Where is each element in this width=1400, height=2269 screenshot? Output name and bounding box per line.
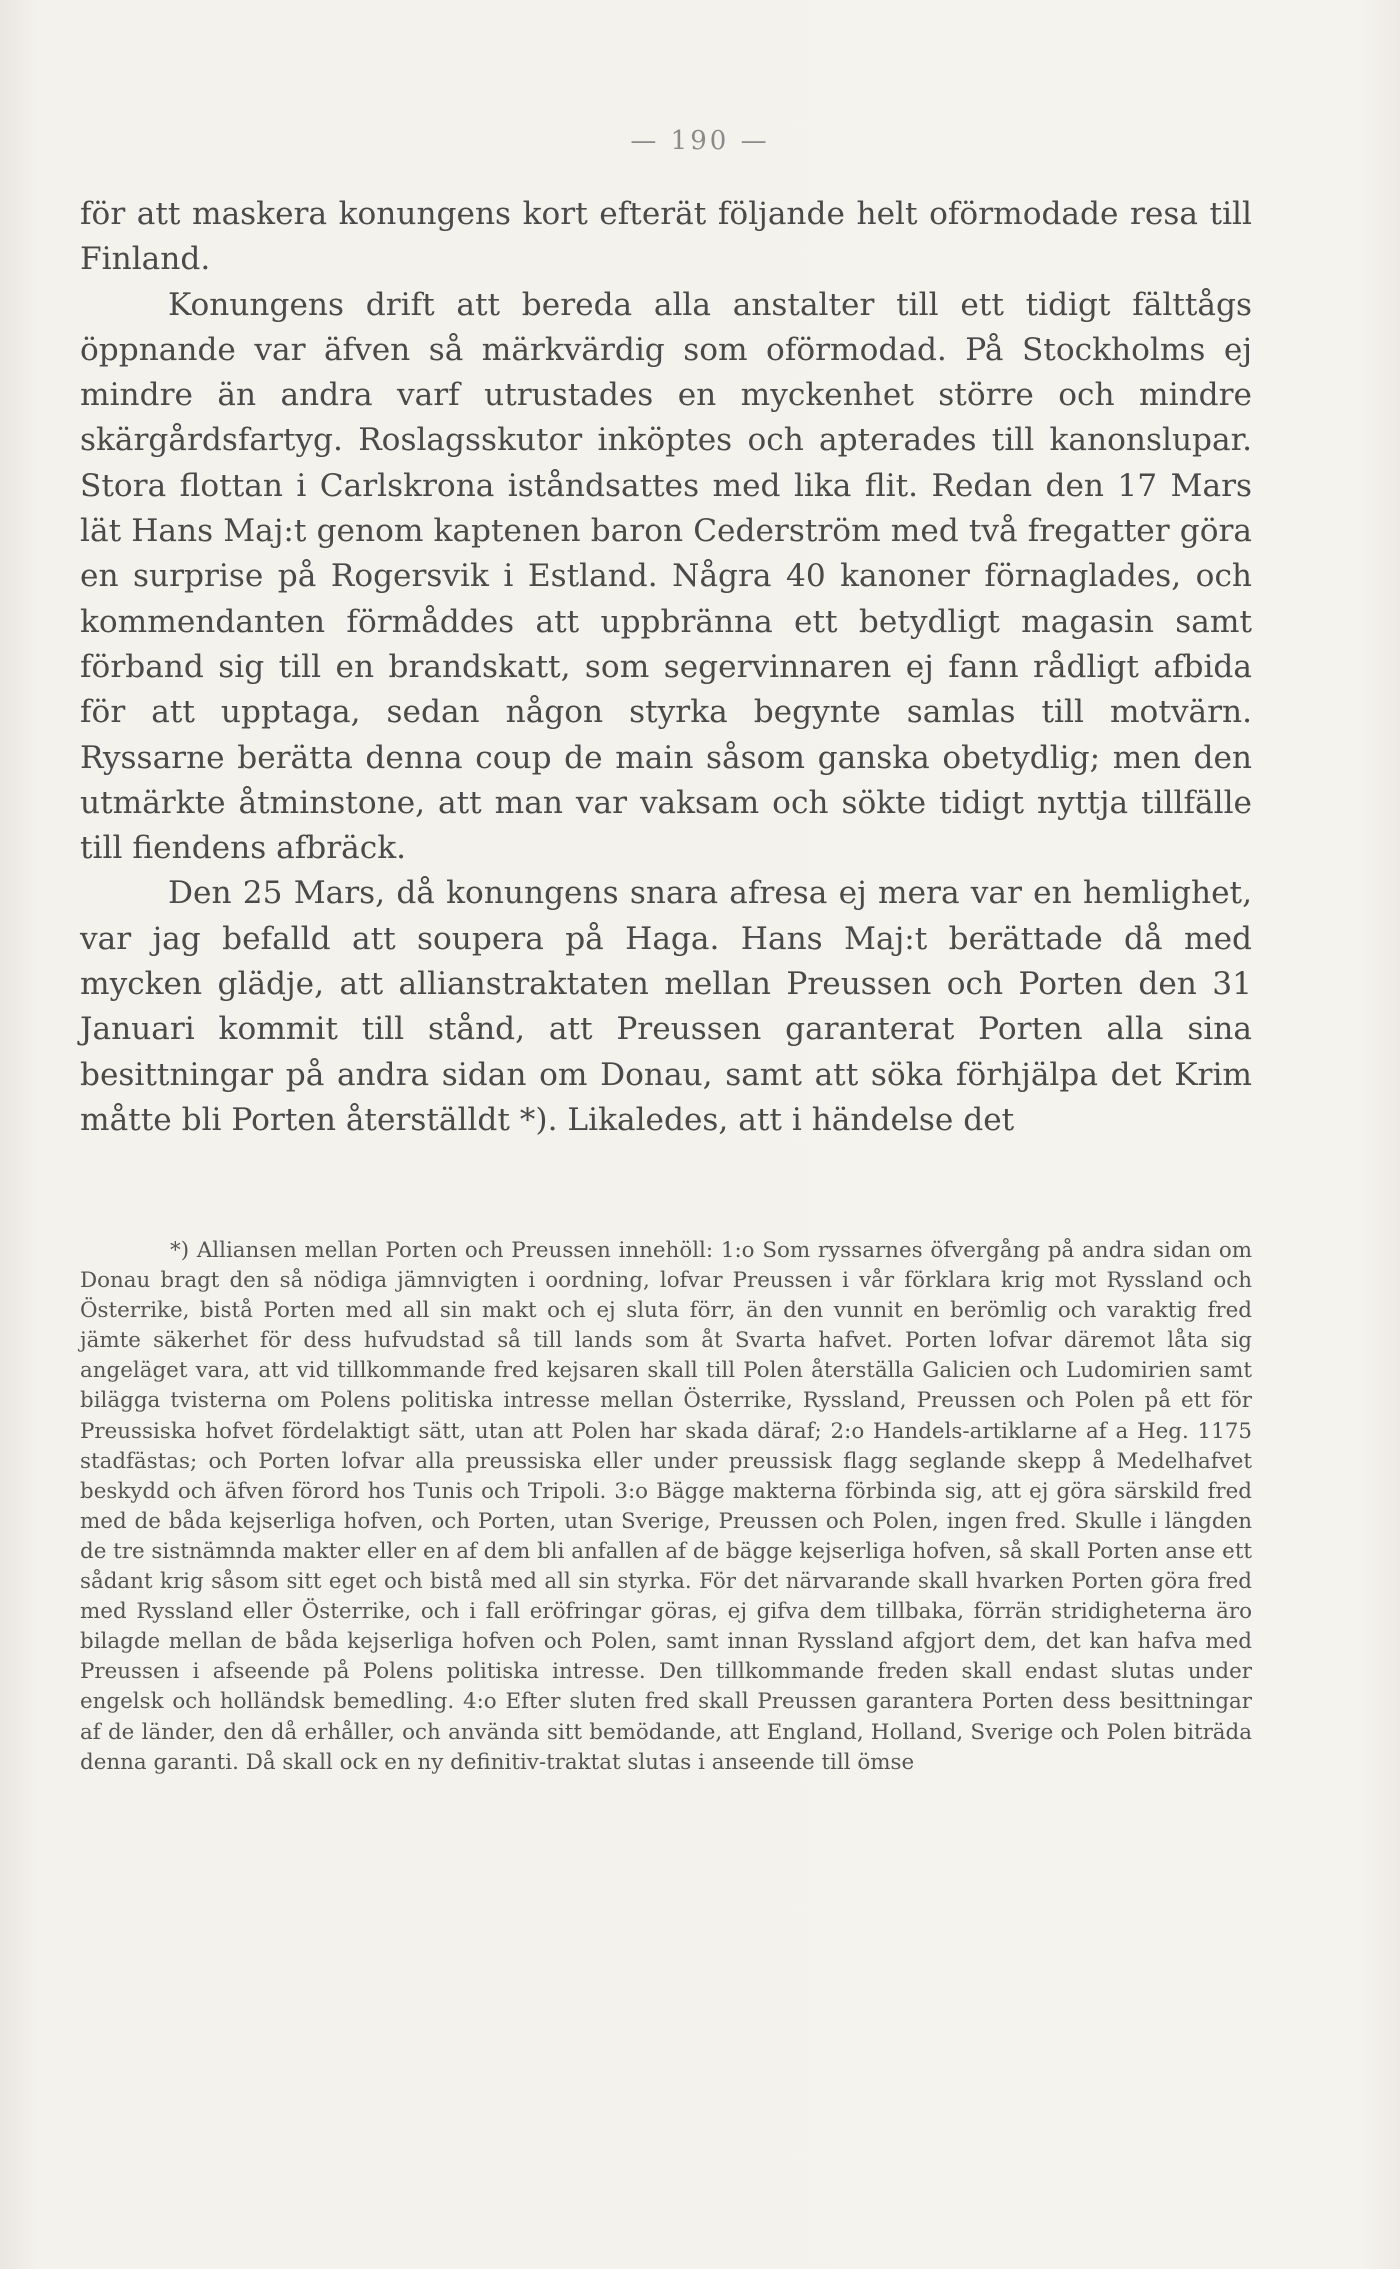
footnote-text: *) Alliansen mellan Porten och Preussen innehöll: 1:o Som ryssarnes öfvergång på andra sidan om Donau bragt den så nödiga jämnvigten i oordning, lofvar Preussen i vår förklara krig mot Ryssland och Österrike, bistå Porten med all sin makt och ej sluta förr, än den vunnit en berömlig och varaktig fred jämte säkerhet för dess hufvudstad så till lands som åt Svarta hafvet. Porten lofvar däremot låta sig angeläget vara, att vid tillkommande fred kejsaren skall till Polen återställa Galicien och Ludomirien samt bilägga tvisterna om Polens politiska intresse mellan Österrike, Ryssland, Preussen och Polen på ett för Preussiska hofvet fördelaktigt sätt, utan att Polen har skada däraf; 2:o Handels-artiklarne af a Heg. 1175 stadfästas; och Porten lofvar alla preussiska eller under preussisk flagg seglande skepp å Medelhafvet beskydd och äfven förord hos Tunis och Tripoli. 3:o Bägge makterna förbinda sig, att ej göra särskild fred med de båda kejserliga hofven, och Porten, utan Sverige, Preussen och Polen, ingen fred. Skulle i längden de tre sistnämnda makter eller en af dem bli anfallen af de bägge kejserliga hofven, så skall Porten anse ett sådant krig såsom sitt eget och bistå med all sin styrka. För det närvarande skall hvarken Porten göra fred med Ryssland eller Österrike, och i fall eröfringar göras, ej gifva dem tillbaka, förrän stridigheterna äro bilagde mellan de båda kejserliga hofven och Polen, samt innan Ryssland afgjort dem, det kan hafva med Preussen i afseende på Polens politiska intresse. Den tillkommande freden skall endast slutas under engelsk och holländsk bemedling. 4:o Efter sluten fred skall Preussen garantera Porten dess besittningar af de länder, den då erhåller, och använda sitt bemödande, att England, Holland, Sverige och Polen biträda denna garanti. Då skall ock en ny definitiv-traktat slutas i anseende till ömse xyxy=(80,1238,1253,1775)
paragraph: Konungens drift att bereda alla anstalter till ett tidigt fälttågs öppnande var äfven så märkvärdig som oförmodad. På Stockholms ej mindre än andra varf utrustades en myckenhet större och mindre skärgårdsfartyg. Roslagsskutor inköptes och apterades till kanonslupar. Stora flottan i Carlskrona iståndsattes med lika flit. Redan den 17 Mars lät Hans Maj:t genom kaptenen baron Cederström med två fregatter göra en surprise på Rogersvik i Estland. Några 40 kanoner förnaglades, och kommendanten förmåddes att uppbränna ett betydligt magasin samt förband sig till en brandskatt, som segervinnaren ej fann rådligt afbida för att upptaga, sedan någon styrka begynte samlas till motvärn. Ryssarne berätta denna coup de main såsom ganska obetydlig; men den utmärkte åtminstone, att man var vaksam och sökte tidigt nyttja tillfälle till fiendens afbräck. xyxy=(80,286,1252,867)
paragraph-continuation: för att maskera konungens kort efterät följande helt oförmodade resa till Finland. xyxy=(80,196,1252,278)
footnote xyxy=(80,1236,1252,1778)
paragraph: Den 25 Mars, då konungens snara afresa ej mera var en hemlighet, var jag befalld att soupera på Haga. Hans Maj:t berättade då med mycken glädje, att allianstraktaten mellan Preussen och Porten den 31 Januari kommit till stånd, att Preussen garanterat Porten alla sina besittningar på andra sidan om Donau, samt att söka förhjälpa det Krim måtte bli Porten återställdt *). Likaledes, att i händelse det xyxy=(80,875,1252,1138)
main-text xyxy=(80,192,1252,1143)
page-number: — 190 — xyxy=(630,126,770,156)
